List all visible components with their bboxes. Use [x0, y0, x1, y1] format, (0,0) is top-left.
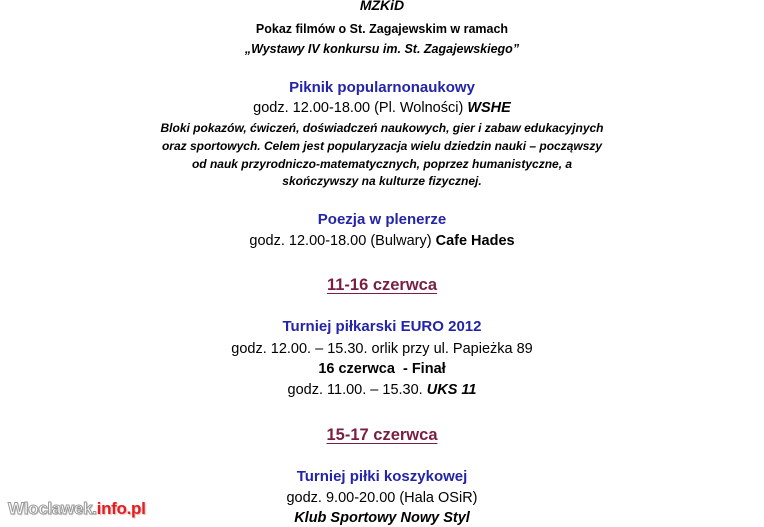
koszykowka-time-place: godz. 9.00-20.00 (Hala OSiR) — [286, 490, 478, 506]
piknik-time-place — [0, 100, 764, 116]
koszykowka-title: Turniej piłki koszykowej — [296, 468, 468, 485]
watermark-logo — [8, 499, 146, 519]
piknik-desc-1: Bloki pokazów, ćwiczeń, doświadczeń naukowych, gier i zabaw edukacyjnych — [160, 121, 604, 135]
koszykowka-organizer: Klub Sportowy Nowy Styl — [294, 510, 470, 526]
turniej-pilkarski-title: Turniej piłkarski EURO 2012 — [282, 318, 482, 335]
turniej-pilkarski-time-place: godz. 12.00. – 15.30. orlik przy ul. Papieżka 89 — [231, 341, 533, 357]
final-time-text: godz. 11.00. – 15.30. — [287, 382, 423, 398]
piknik-title: Piknik popularnonaukowy — [289, 79, 475, 96]
watermark-part-1: Wloclawek. — [8, 499, 97, 518]
piknik-desc-4: skończywszy na kulturze fizycznej. — [282, 174, 482, 188]
piknik-time-text: godz. 12.00-18.00 (Pl. Wolności) — [253, 100, 464, 116]
organizer-mzkid: MZKiD — [359, 0, 405, 13]
piknik-organizer: WSHE — [467, 100, 511, 116]
film-show-line-2: „Wystawy IV konkursu im. St. Zagajewskiego” — [244, 42, 520, 56]
watermark-part-2: info.pl — [96, 499, 146, 518]
turniej-pilkarski-organizer: UKS 11 — [426, 382, 477, 398]
piknik-desc-3: od nauk przyrodniczo-matematycznych, poprzez humanistyczne, a — [191, 157, 573, 171]
turniej-pilkarski-final-time — [0, 382, 764, 398]
turniej-pilkarski-final: 16 czerwca - Finał — [318, 361, 446, 377]
poezja-time-text: godz. 12.00-18.00 (Bulwary) — [249, 233, 432, 249]
poezja-title: Poezja w plenerze — [317, 211, 447, 228]
poezja-time-place — [0, 233, 764, 249]
date-heading-15-17: 15-17 czerwca — [326, 426, 438, 444]
poezja-organizer: Cafe Hades — [435, 233, 515, 249]
film-show-line-1: Pokaz filmów o St. Zagajewskim w ramach — [255, 22, 509, 36]
date-heading-11-16: 11-16 czerwca — [326, 276, 438, 294]
piknik-desc-2: oraz sportowych. Celem jest popularyzacja wielu dziedzin nauki – począwszy — [161, 139, 603, 153]
